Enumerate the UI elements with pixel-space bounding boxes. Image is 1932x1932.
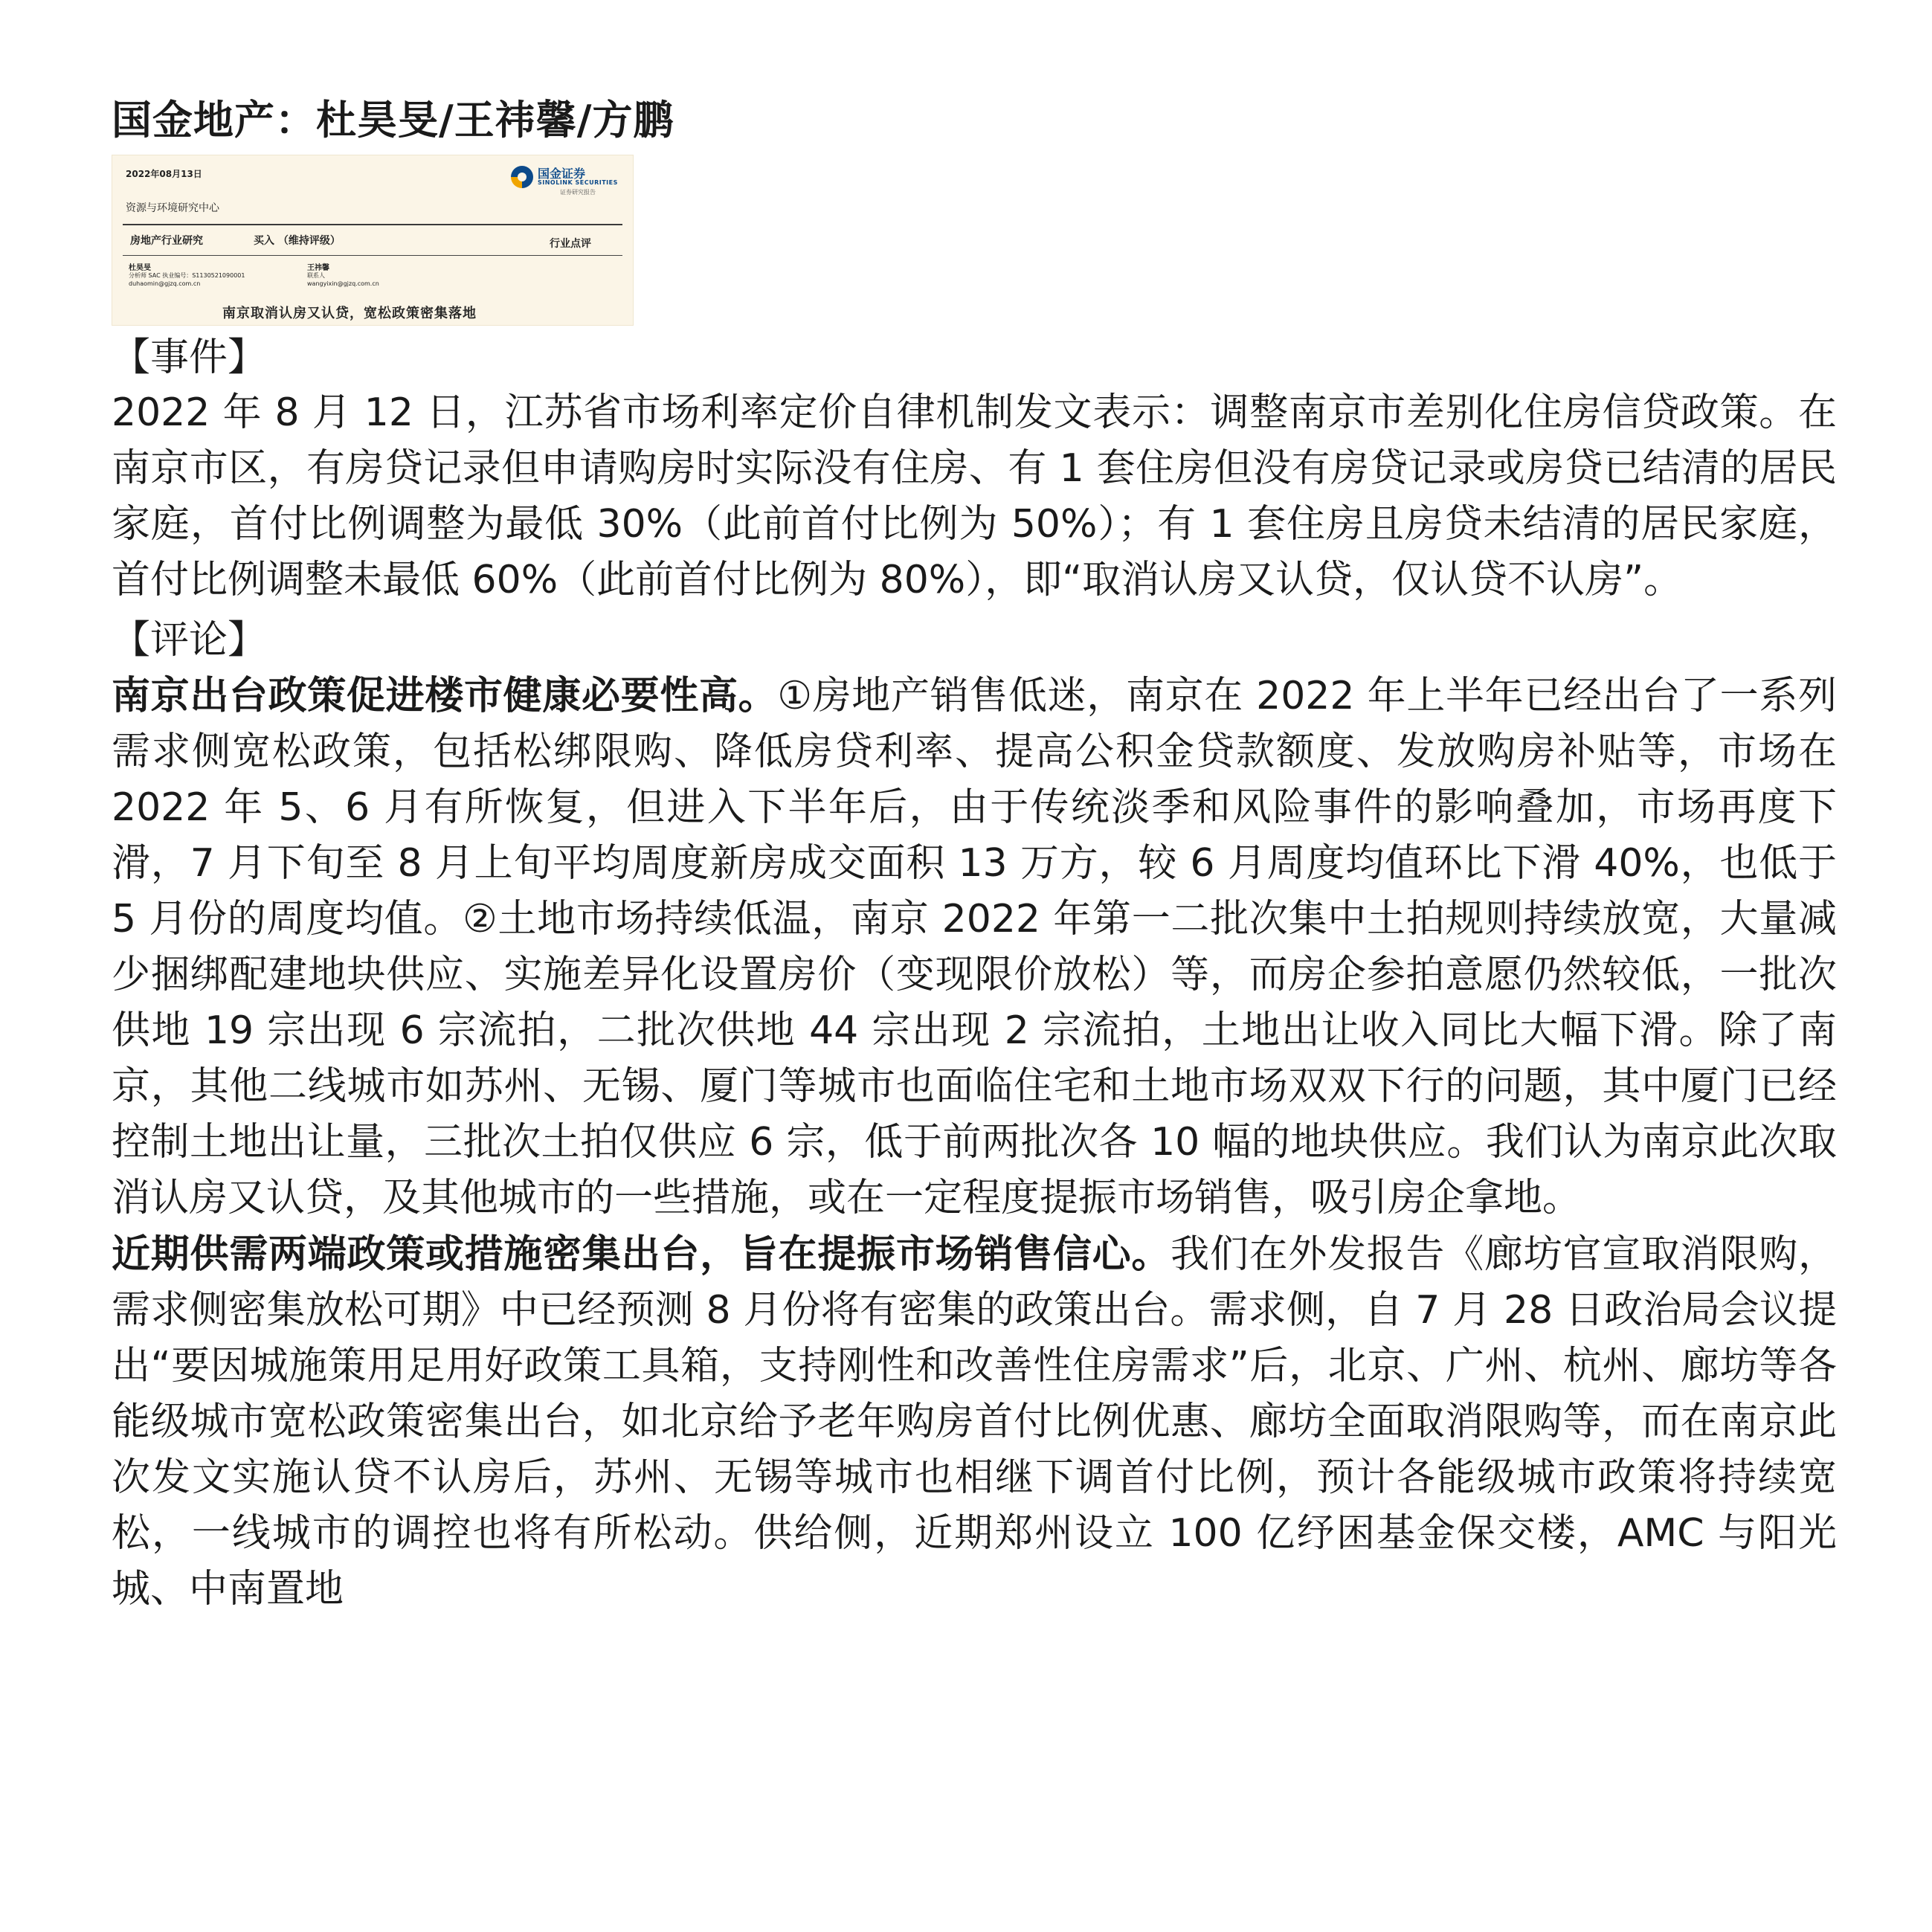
analyst1-email: duhaomin@gjzq.com.cn xyxy=(129,280,201,287)
analyst2-email: wangyixin@gjzq.com.cn xyxy=(307,280,379,287)
cover-divider xyxy=(123,224,622,225)
event-heading: 【事件】 xyxy=(112,335,267,380)
comment-paragraph-1 xyxy=(112,668,1837,1226)
comment-paragraph-2 xyxy=(112,1226,1837,1617)
cover-rating: 买入 （维持评级） xyxy=(254,235,341,247)
cover-date: 2022年08月13日 xyxy=(126,169,202,179)
report-cover-thumbnail xyxy=(112,155,634,326)
cover-report-type: 行业点评 xyxy=(550,238,591,250)
document-page xyxy=(112,89,1837,1617)
analyst1-name: 杜昊旻 xyxy=(129,264,151,272)
analyst2-name: 王祎馨 xyxy=(307,264,329,272)
logo-subtitle: 证券研究报告 xyxy=(560,189,596,196)
paragraph-body: ①房地产销售低迷，南京在 2022 年上半年已经出台了一系列需求侧宽松政策，包括松绑限购、降低房贷利率、提高公积金贷款额度、发放购房补贴等，市场在 2022 年 5、6 月有所恢复，但进入下半年后，由于传统淡季和风险事件的影响叠加，市场再度下滑，7 月下旬至 8 月上旬平均周度新房成交面积 13 万方，较 6 月周度均值环比下滑 40%，也低于 5 月份的周度均值。②土地市场持续低温，南京 2022 年第一二批次集中土拍规则持续放宽，大量减少捆绑配建地块供应、实施差异化设置房价（变现限价放松）等，而房企参拍意愿仍然较低，一批次供地 19 宗出现 6 宗流拍，二批次供地 44 宗出现 2 宗流拍，土地出让收入同比大幅下滑。除了南京，其他二线城市如苏州、无锡、厦门等城市也面临住宅和土地市场双双下行的问题，其中厦门已经控制土地出让量，三批次土拍仅供应 6 宗，低于前两批次各 10 幅的地块供应。我们认为南京此次取消认房又认贷，及其他城市的一些措施，或在一定程度提振市场销售，吸引房企拿地。 xyxy=(112,674,1837,1220)
cover-research-center: 资源与环境研究中心 xyxy=(126,202,219,214)
cover-headline: 南京取消认房又认贷，宽松政策密集落地 xyxy=(222,306,477,321)
comment-heading: 【评论】 xyxy=(112,618,267,663)
logo-name-zh: 国金证券 xyxy=(538,167,586,181)
page-title: 国金地产：杜昊旻/王祎馨/方鹏 xyxy=(112,96,674,144)
paragraph-body: 我们在外发报告《廊坊官宣取消限购，需求侧密集放松可期》中已经预测 8 月份将有密集的政策出台。需求侧，自 7 月 28 日政治局会议提出“要因城施策用足用好政策工具箱，支持刚性和改善性住房需求”后，北京、广州、杭州、廊坊等各能级城市宽松政策密集出台，如北京给予老年购房首付比例优惠、廊坊全面取消限购等，而在南京此次发文实施认贷不认房后，苏州、无锡等城市也相继下调首付比例，预计各能级城市政策将持续宽松，一线城市的调控也将有所松动。供给侧，近期郑州设立 100 亿纾困基金保交楼，AMC 与阳光城、中南置地 xyxy=(112,1232,1837,1611)
analyst1-cert: 分析师 SAC 执业编号：S1130521090001 xyxy=(129,272,245,279)
event-paragraph: 2022 年 8 月 12 日，江苏省市场利率定价自律机制发文表示：调整南京市差别化住房信贷政策。在南京市区，有房贷记录但申请购房时实际没有住房、有 1 套住房但没有房贷记录或房贷已结清的居民家庭，首付比例调整为最低 30%（此前首付比例为 50%）；有 1 套住房且房贷未结清的居民家庭，首付比例调整未最低 60%（此前首付比例为 80%），即“取消认房又认贷，仅认贷不认房”。 xyxy=(112,390,1837,602)
cover-industry: 房地产行业研究 xyxy=(130,235,203,247)
logo-mark-icon xyxy=(511,166,533,188)
paragraph-lead: 南京出台政策促进楼市健康必要性高。 xyxy=(112,673,778,718)
analyst2-role: 联系人 xyxy=(307,272,325,279)
paragraph-lead: 近期供需两端政策或措施密集出台，旨在提振市场销售信心。 xyxy=(112,1231,1171,1277)
cover-divider-thin xyxy=(123,255,622,256)
sinolink-logo xyxy=(511,164,622,200)
logo-name-en: SINOLINK SECURITIES xyxy=(538,179,618,186)
